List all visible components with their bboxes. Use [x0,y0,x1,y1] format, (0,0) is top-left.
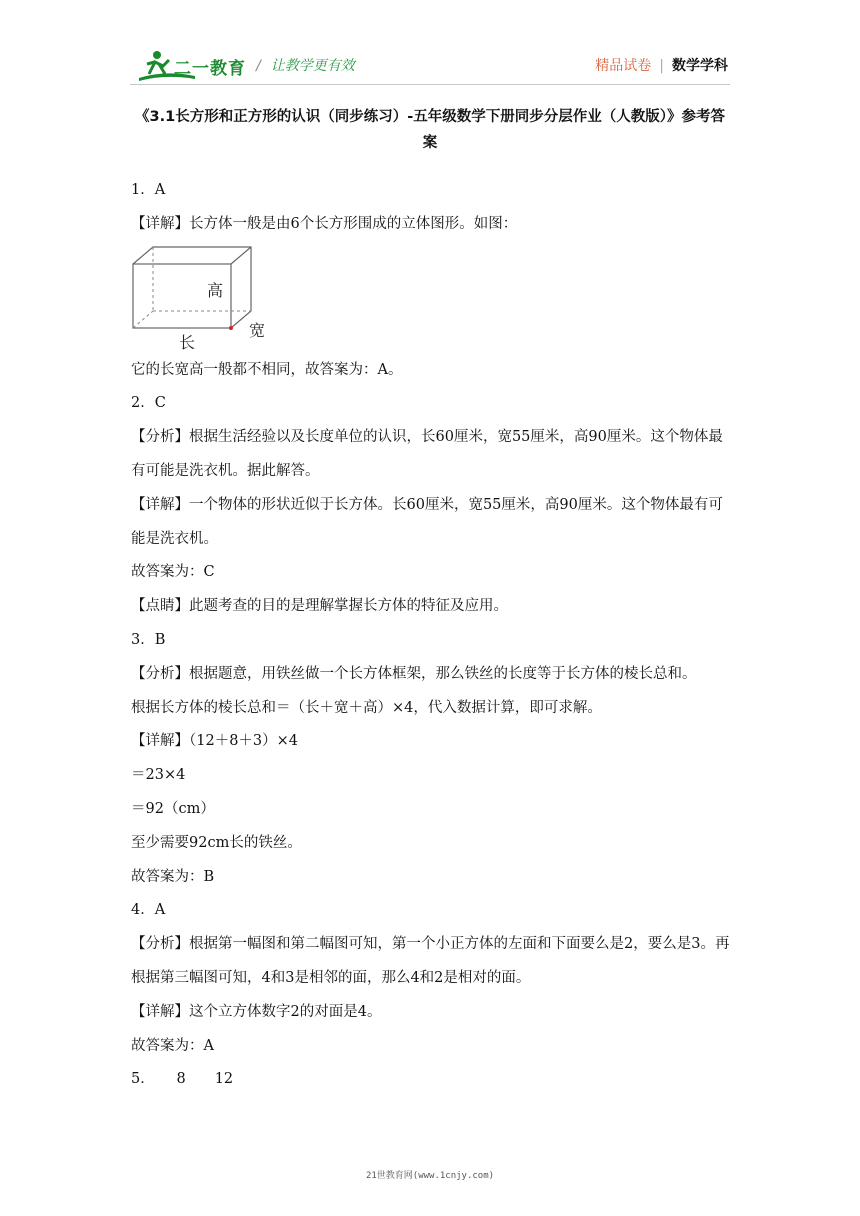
logo-text: 二一教育 [174,59,246,79]
tag-subject: 数学学科 [672,58,728,74]
answer-line: 4．A [131,902,166,919]
page-header [0,0,860,90]
answer-line: 【点睛】此题考查的目的是理解掌握长方体的特征及应用。 [131,598,508,615]
answer-line: 它的长宽高一般都不相同，故答案为：A。 [131,361,403,378]
answer-line: 【详解】这个立方体数字2的对面是4。 [131,1003,382,1020]
slogan-text: 让教学更有效 [270,58,355,74]
answer-line: 5． 8 12 [131,1071,234,1088]
answer-line: 至少需要92cm长的铁丝。 [131,834,302,851]
answer-line: 【分析】根据题意，用铁丝做一个长方体框架，那么铁丝的长度等于长方体的棱长总和。 [131,665,697,682]
figure-label-height: 高 [207,280,224,300]
answer-line: 【分析】根据生活经验以及长度单位的认识，长60厘米，宽55厘米，高90厘米。这个物体最有可能是洗衣机。据此解答。 [131,429,723,479]
answer-line: 【详解】一个物体的形状近似于长方体。长60厘米，宽55厘米，高90厘米。这个物体最有可能是洗衣机。 [131,496,723,547]
answer-line: 1．A [131,182,166,198]
answer-line: 【分析】根据第一幅图和第二幅图可知，第一个小正方体的左面和下面要么是2，要么是3。再根据第三幅图可知，4和3是相邻的面，那么4和2是相对的面。 [131,936,730,986]
answer-line: ＝92（cm） [131,800,215,817]
page-title: 《3.1长方形和正方形的认识（同步练习）-五年级数学下册同步分层作业（人教版）》参考答案 [135,109,725,151]
slogan: / 让教学更有效 [256,58,355,74]
answer-line: 3．B [131,631,166,648]
answer-line: ＝23×4 [131,767,186,784]
answer-line: 故答案为：A [131,1037,214,1054]
answer-line: 【详解】长方体一般是由6个长方形围成的立体图形。如图： [131,215,518,232]
header-tags: 精品试卷 | 数学学科 [595,58,728,74]
answer-line: 根据长方体的棱长总和＝（长＋宽＋高）×4，代入数据计算，即可求解。 [131,699,602,716]
header-divider [130,84,730,85]
answer-line: 故答案为：B [131,868,215,885]
figure-label-length: 长 [179,332,196,352]
answer-line: 故答案为：C [131,564,215,581]
figure-label-width: 宽 [249,320,266,340]
page-footer: 21世教育网(www.1cnjy.com) [365,1171,495,1181]
answer-content [131,174,735,1097]
cuboid-figure [131,242,735,354]
answer-line: 【详解】（12＋8＋3）×4 [131,733,299,750]
answer-line: 2．C [131,395,166,412]
cuboid-diagram [131,244,281,352]
tag-premium: 精品试卷 [595,58,652,74]
